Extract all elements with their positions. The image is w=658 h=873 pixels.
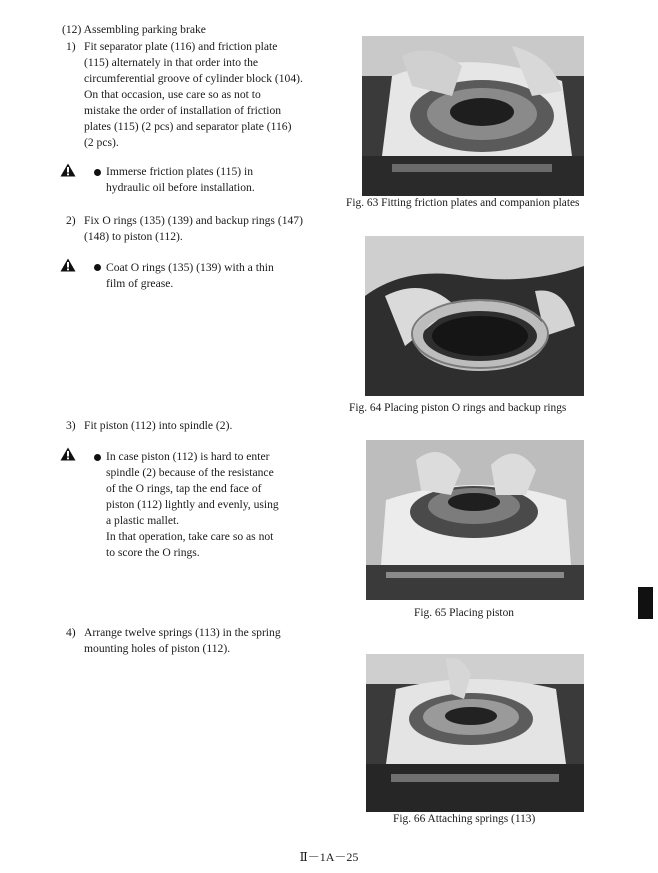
caution-line: of the O rings, tap the end face of xyxy=(106,482,262,495)
step-4-text xyxy=(84,625,322,657)
caution-line: Coat O rings (135) (139) with a thin xyxy=(106,261,274,274)
step-3-text xyxy=(84,418,322,434)
step-line: (148) to piston (112). xyxy=(84,230,183,243)
caution-line: In that operation, take care so as not xyxy=(106,530,274,543)
step-line: mounting holes of piston (112). xyxy=(84,642,231,655)
caution-line: hydraulic oil before installation. xyxy=(106,181,255,194)
step-line: Fit piston (112) into spindle (2). xyxy=(84,419,233,432)
step-line: plates (115) (2 pcs) and separator plate (116) xyxy=(84,120,292,133)
figure-caption: Fig. 65 Placing piston xyxy=(414,607,514,619)
figure-caption: Fig. 64 Placing piston O rings and backup rings xyxy=(349,402,567,414)
step-number: 4) xyxy=(66,626,76,639)
step-line: Fix O rings (135) (139) and backup rings (147) xyxy=(84,214,303,227)
caution-line: Immerse friction plates (115) in xyxy=(106,165,254,178)
figure-caption: Fig. 63 Fitting friction plates and companion plates xyxy=(346,197,580,209)
caution-text xyxy=(106,449,300,561)
step-line: Fit separator plate (116) and friction plate xyxy=(84,40,278,53)
step-line: (2 pcs). xyxy=(84,136,119,149)
caution-icon xyxy=(60,447,76,461)
figure-66-photo xyxy=(366,654,584,812)
figure-65-photo xyxy=(366,440,584,600)
figure-64-photo xyxy=(365,236,584,396)
section-tab-marker xyxy=(638,587,653,619)
bullet-icon xyxy=(94,169,101,176)
caution-line: a plastic mallet. xyxy=(106,514,180,527)
step-line: (115) alternately in that order into the xyxy=(84,56,259,69)
caution-line: spindle (2) because of the resistance xyxy=(106,466,274,479)
caution-line: piston (112) lightly and evenly, using xyxy=(106,498,279,511)
step-line: circumferential groove of cylinder block (104). xyxy=(84,72,303,85)
step-number: 1) xyxy=(66,40,76,53)
caution-text xyxy=(106,260,300,292)
bullet-icon xyxy=(94,454,101,461)
caution-text xyxy=(106,164,300,196)
step-number: 3) xyxy=(66,419,76,432)
bullet-icon xyxy=(94,264,101,271)
page-number: Ⅱ－1A－25 xyxy=(299,850,359,864)
step-line: Arrange twelve springs (113) in the spring xyxy=(84,626,281,639)
step-2-text xyxy=(84,213,322,245)
step-line: mistake the order of installation of friction xyxy=(84,104,282,117)
caution-icon xyxy=(60,163,76,177)
step-1-text xyxy=(84,39,322,151)
step-number: 2) xyxy=(66,214,76,227)
caution-line: In case piston (112) is hard to enter xyxy=(106,450,270,463)
caution-line: film of grease. xyxy=(106,277,174,290)
figure-63-photo xyxy=(362,36,584,196)
step-line: On that occasion, use care so as not to xyxy=(84,88,261,101)
caution-icon xyxy=(60,258,76,272)
section-title: (12) Assembling parking brake xyxy=(62,23,206,36)
figure-caption: Fig. 66 Attaching springs (113) xyxy=(393,813,536,825)
caution-line: to score the O rings. xyxy=(106,546,200,559)
